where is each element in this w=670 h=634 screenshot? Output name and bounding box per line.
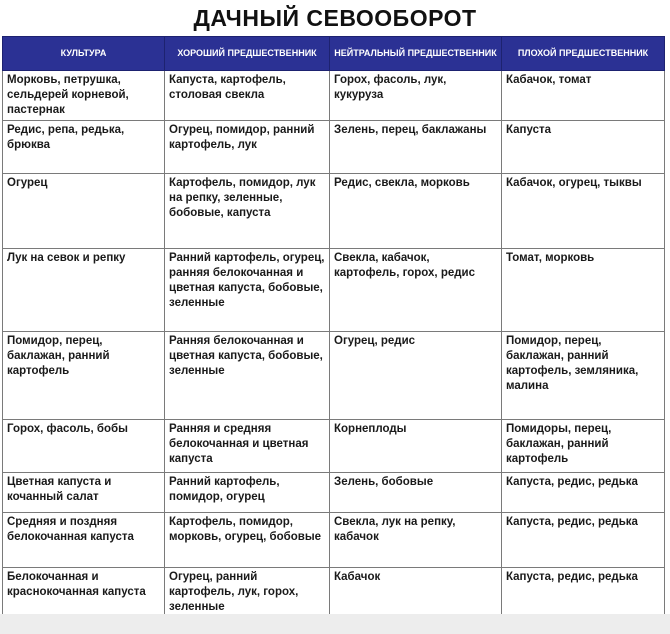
cell-neutral: Зелень, перец, баклажаны [330,121,502,174]
header-good-predecessor: ХОРОШИЙ ПРЕДШЕСТВЕННИК [165,37,330,71]
crop-rotation-table [2,36,665,620]
cell-crop: Горох, фасоль, бобы [3,420,165,473]
cell-bad: Капуста, редис, редька [502,473,665,513]
cell-crop: Помидор, перец, баклажан, ранний картофель [3,332,165,420]
cell-neutral: Корнеплоды [330,420,502,473]
cell-neutral: Кабачок [330,568,502,620]
cell-crop: Лук на севок и репку [3,249,165,332]
cell-neutral: Редис, свекла, морковь [330,174,502,249]
cell-good: Ранняя белокочанная и цветная капуста, бобовые, зеленные [165,332,330,420]
cell-neutral: Горох, фасоль, лук, кукуруза [330,71,502,121]
table-row [3,420,665,473]
cell-bad: Томат, морковь [502,249,665,332]
cell-good: Картофель, помидор, лук на репку, зеленные, бобовые, капуста [165,174,330,249]
table-row [3,473,665,513]
header-bad-predecessor: ПЛОХОЙ ПРЕДШЕСТВЕННИК [502,37,665,71]
cell-good: Ранняя и средняя белокочанная и цветная капуста [165,420,330,473]
table-row [3,568,665,620]
cell-bad: Капуста, редис, редька [502,568,665,620]
cell-good: Капуста, картофель, столовая свекла [165,71,330,121]
table-row [3,174,665,249]
table-row [3,513,665,568]
cell-bad: Капуста, редис, редька [502,513,665,568]
table-row [3,121,665,174]
cell-neutral: Зелень, бобовые [330,473,502,513]
page-title: ДАЧНЫЙ СЕВООБОРОТ [193,5,477,31]
cell-bad: Помидор, перец, баклажан, ранний картофель, земляника, малина [502,332,665,420]
table-row [3,332,665,420]
cell-neutral: Свекла, лук на репку, кабачок [330,513,502,568]
cell-crop: Белокочанная и краснокочанная капуста [3,568,165,620]
header-crop: КУЛЬТУРА [3,37,165,71]
cell-good: Ранний картофель, огурец, ранняя белокочанная и цветная капуста, бобовые, зеленные [165,249,330,332]
cell-crop: Огурец [3,174,165,249]
cell-crop: Морковь, петрушка, сельдерей корневой, пастернак [3,71,165,121]
cell-bad: Кабачок, огурец, тыквы [502,174,665,249]
cell-bad: Помидоры, перец, баклажан, ранний картофель [502,420,665,473]
cell-bad: Кабачок, томат [502,71,665,121]
table-row [3,249,665,332]
cell-neutral: Свекла, кабачок, картофель, горох, редис [330,249,502,332]
cell-good: Ранний картофель, помидор, огурец [165,473,330,513]
header-row [3,37,665,71]
header-neutral-predecessor: НЕЙТРАЛЬНЫЙ ПРЕДШЕСТВЕННИК [330,37,502,71]
table-row [3,71,665,121]
cell-bad: Капуста [502,121,665,174]
cell-crop: Средняя и поздняя белокочанная капуста [3,513,165,568]
cell-good: Огурец, помидор, ранний картофель, лук [165,121,330,174]
cell-good: Картофель, помидор, морковь, огурец, бобовые [165,513,330,568]
cell-crop: Редис, репа, редька, брюква [3,121,165,174]
cell-good: Огурец, ранний картофель, лук, горох, зеленные [165,568,330,620]
cell-neutral: Огурец, редис [330,332,502,420]
bottom-bar [0,614,670,634]
cell-crop: Цветная капуста и кочанный салат [3,473,165,513]
